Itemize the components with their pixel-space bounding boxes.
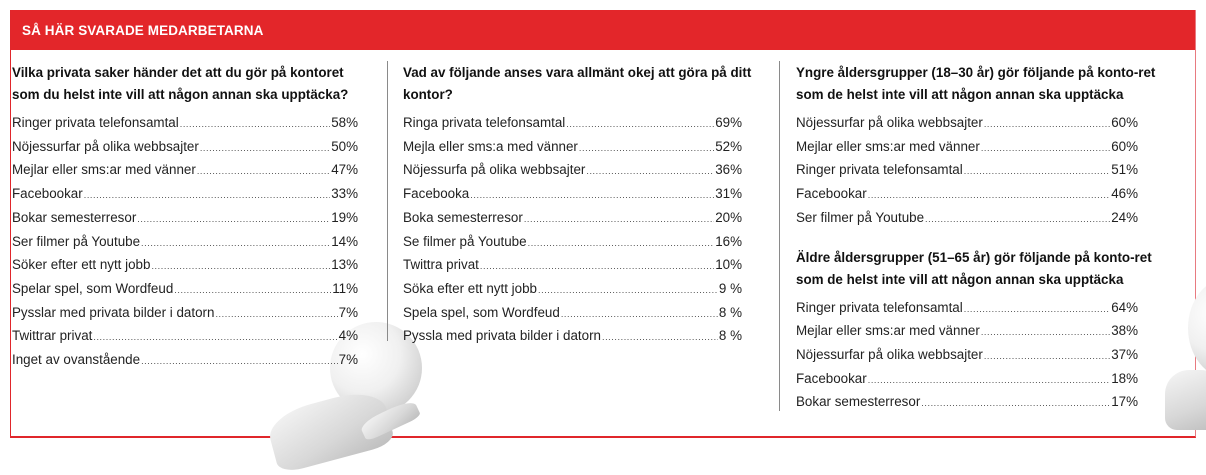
result-row xyxy=(12,159,358,183)
result-value: 20% xyxy=(715,209,742,225)
results-list xyxy=(796,297,1138,416)
result-value: 24% xyxy=(1111,209,1138,225)
result-value: 38% xyxy=(1111,323,1138,339)
dot-leader xyxy=(925,208,1110,231)
result-value: 46% xyxy=(1111,186,1138,202)
result-row xyxy=(12,349,358,373)
dot-leader xyxy=(470,184,714,207)
result-value: 18% xyxy=(1111,370,1138,386)
result-row xyxy=(12,231,358,255)
result-value: 60% xyxy=(1111,115,1138,130)
result-label: Facebooka xyxy=(403,186,470,202)
result-row xyxy=(796,136,1138,160)
result-row xyxy=(403,302,742,326)
dot-leader xyxy=(981,321,1110,344)
result-value: 8 % xyxy=(718,328,742,344)
dot-leader xyxy=(921,392,1110,415)
result-row xyxy=(403,136,742,160)
result-label: Twittra privat xyxy=(403,257,479,273)
result-label: Facebookar xyxy=(796,370,867,386)
result-row xyxy=(403,254,742,278)
dot-leader xyxy=(981,137,1110,160)
dot-leader xyxy=(566,113,714,136)
result-label: Söker efter ett nytt jobb xyxy=(12,257,151,273)
result-label: Facebookar xyxy=(12,186,83,202)
dot-leader xyxy=(151,255,330,278)
result-label: Nöjessurfar på olika webbsajter xyxy=(12,138,199,154)
dot-leader xyxy=(141,232,330,255)
dot-leader xyxy=(174,279,331,302)
result-label: Twittrar privat xyxy=(12,328,93,344)
result-value: 33% xyxy=(331,186,358,202)
result-value: 69% xyxy=(715,115,742,130)
result-row xyxy=(796,159,1138,183)
figure-body xyxy=(1165,370,1206,430)
dot-leader xyxy=(480,255,714,278)
question-heading: Äldre åldersgrupper (51–65 år) gör följande på konto-ret som de helst inte vill att någon annan ska upptäcka xyxy=(796,249,1152,287)
result-row xyxy=(12,302,358,326)
result-row xyxy=(12,278,358,302)
result-value: 36% xyxy=(715,162,742,178)
question-heading: Vad av följande anses vara allmänt okej att göra på ditt kontor? xyxy=(403,65,752,102)
dot-leader xyxy=(524,208,714,231)
dot-leader xyxy=(137,208,330,231)
group-younger xyxy=(796,62,1166,231)
result-row xyxy=(403,278,742,302)
result-value: 10% xyxy=(715,257,742,273)
dot-leader xyxy=(93,326,337,349)
result-row xyxy=(12,112,358,136)
result-label: Nöjessurfar på olika webbsajter xyxy=(796,115,983,130)
result-value: 60% xyxy=(1111,138,1138,154)
result-row xyxy=(403,112,742,136)
result-label: Nöjessurfa på olika webbsajter xyxy=(403,162,586,178)
dot-leader xyxy=(964,160,1110,183)
result-label: Mejlar eller sms:ar med vänner xyxy=(796,323,980,339)
result-value: 17% xyxy=(1111,394,1138,410)
result-label: Boka semesterresor xyxy=(403,209,523,225)
result-label: Spelar spel, som Wordfeud xyxy=(12,280,174,296)
result-label: Spela spel, som Wordfeud xyxy=(403,304,560,320)
result-row xyxy=(12,183,358,207)
results-list xyxy=(12,112,358,373)
result-row xyxy=(403,207,742,231)
dot-leader xyxy=(868,369,1110,392)
result-label: Mejla eller sms:a med vänner xyxy=(403,138,578,154)
result-value: 4% xyxy=(338,328,358,344)
panel-title: SÅ HÄR SVARADE MEDARBETARNA xyxy=(22,23,264,38)
results-list xyxy=(796,112,1138,231)
result-label: Inget av ovanstående xyxy=(12,352,141,368)
result-value: 47% xyxy=(331,162,358,178)
result-value: 64% xyxy=(1111,299,1138,315)
result-row xyxy=(12,207,358,231)
column-age-groups xyxy=(796,62,1166,415)
result-row xyxy=(12,325,358,349)
result-label: Nöjessurfar på olika webbsajter xyxy=(796,346,983,362)
dot-leader xyxy=(528,232,715,255)
dot-leader xyxy=(602,326,718,349)
result-label: Söka efter ett nytt jobb xyxy=(403,280,537,296)
result-label: Ringer privata telefonsamtal xyxy=(796,299,963,315)
result-value: 8 % xyxy=(718,304,742,320)
dot-leader xyxy=(984,345,1110,368)
result-value: 16% xyxy=(715,233,742,249)
result-label: Pyssla med privata bilder i datorn xyxy=(403,328,601,344)
result-row xyxy=(796,320,1138,344)
dot-leader xyxy=(579,137,714,160)
dot-leader xyxy=(215,303,337,326)
result-row xyxy=(403,159,742,183)
result-row xyxy=(796,368,1138,392)
result-value: 19% xyxy=(331,209,358,225)
result-value: 31% xyxy=(715,186,742,202)
dot-leader xyxy=(586,160,714,183)
dot-leader xyxy=(200,137,330,160)
dot-leader xyxy=(868,184,1110,207)
result-value: 51% xyxy=(1111,162,1138,178)
result-row xyxy=(12,254,358,278)
result-row xyxy=(403,231,742,255)
column-acceptable-activities xyxy=(403,62,755,349)
result-row xyxy=(796,297,1138,321)
results-list xyxy=(403,112,742,349)
result-value: 13% xyxy=(331,257,358,273)
group-older xyxy=(796,247,1166,416)
dot-leader xyxy=(197,160,330,183)
dot-leader xyxy=(561,303,718,326)
result-value: 9 % xyxy=(718,280,742,296)
result-label: Facebookar xyxy=(796,186,867,202)
result-label: Bokar semesterresor xyxy=(12,209,137,225)
result-value: 11% xyxy=(332,280,358,296)
result-row xyxy=(403,183,742,207)
result-value: 50% xyxy=(331,138,358,154)
result-label: Mejlar eller sms:ar med vänner xyxy=(12,162,196,178)
result-label: Ringer privata telefonsamtal xyxy=(12,115,179,130)
dot-leader xyxy=(538,279,718,302)
column-divider xyxy=(779,61,780,411)
result-row xyxy=(403,325,742,349)
column-hidden-activities xyxy=(12,62,368,373)
dot-leader xyxy=(964,298,1110,321)
question-heading: Yngre åldersgrupper (18–30 år) gör följande på konto-ret som de helst inte vill att någon annan ska upptäcka xyxy=(796,65,1156,102)
panel-header xyxy=(11,10,1195,50)
result-row xyxy=(796,112,1138,136)
result-row xyxy=(796,207,1138,231)
result-value: 52% xyxy=(715,138,742,154)
result-row xyxy=(12,136,358,160)
result-row xyxy=(796,344,1138,368)
result-value: 7% xyxy=(338,352,358,368)
result-value: 58% xyxy=(331,115,358,130)
result-label: Pysslar med privata bilder i datorn xyxy=(12,304,215,320)
dot-leader xyxy=(984,113,1110,136)
result-label: Ringer privata telefonsamtal xyxy=(796,162,963,178)
result-label: Ser filmer på Youtube xyxy=(12,233,141,249)
column-divider xyxy=(387,61,388,341)
result-value: 14% xyxy=(331,233,358,249)
dot-leader xyxy=(180,113,330,136)
result-row xyxy=(796,391,1138,415)
result-row xyxy=(796,183,1138,207)
result-label: Bokar semesterresor xyxy=(796,394,921,410)
result-value: 7% xyxy=(338,304,358,320)
result-label: Ringa privata telefonsamtal xyxy=(403,115,566,130)
result-label: Mejlar eller sms:ar med vänner xyxy=(796,138,980,154)
dot-leader xyxy=(141,350,338,373)
result-label: Se filmer på Youtube xyxy=(403,233,527,249)
question-heading: Vilka privata saker händer det att du gör på kontoret som du helst inte vill att någon annan ska upptäcka? xyxy=(12,65,349,102)
result-value: 37% xyxy=(1111,346,1138,362)
result-label: Ser filmer på Youtube xyxy=(796,209,925,225)
dot-leader xyxy=(84,184,330,207)
